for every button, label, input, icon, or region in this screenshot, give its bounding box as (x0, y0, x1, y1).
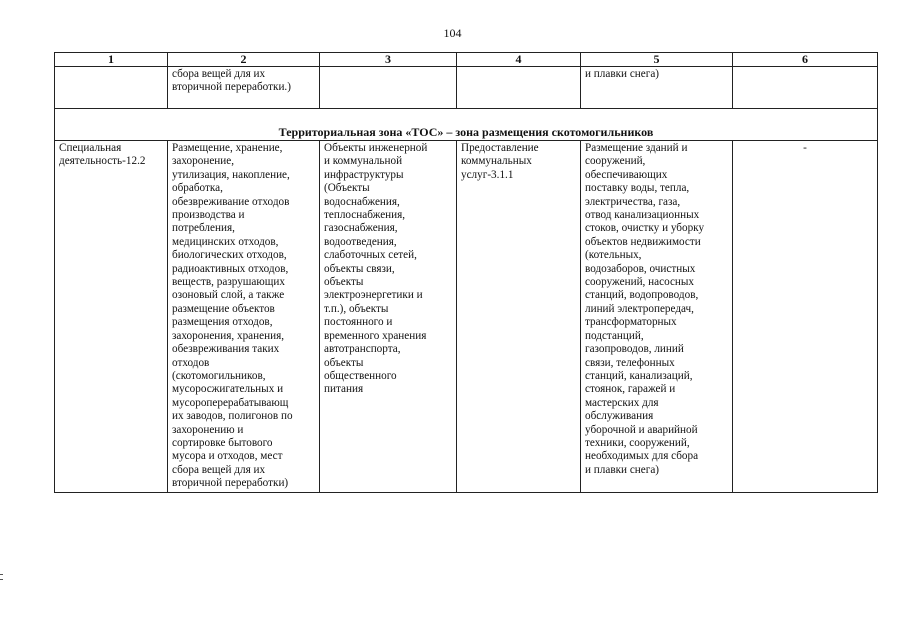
continued-cell-2: сбора вещей для их вторичной переработки.) (168, 67, 320, 109)
column-header-5: 5 (581, 53, 733, 67)
zoning-table (54, 52, 878, 493)
margin-mark (0, 579, 3, 580)
column-header-4: 4 (457, 53, 581, 67)
zone-title-row (55, 109, 878, 141)
auxiliary-description-cell: Размещение зданий и сооружений, обеспечивающих поставку воды, тепла, электричества, газа, отвод канализационных стоков, очистку и уборку объектов недвижимости (котельных, водозаборов, очистных сооружений, насосных станций, водопроводов, линий электропередач, трансформаторных подстанций, газопроводов, линий связи, телефонных станций, канализаций, стоянок, гаражей и мастерских для обслуживания уборочной и аварийной техники, сооружений, необходимых для сбора и плавки снега) (581, 141, 733, 493)
activity-type-cell: Специальная деятельность-12.2 (55, 141, 168, 493)
column-header-2: 2 (168, 53, 320, 67)
continued-cell-6 (733, 67, 878, 109)
continued-cell-4 (457, 67, 581, 109)
allowed-objects-cell: Объекты инженерной и коммунальной инфраструктуры (Объекты водоснабжения, теплоснабжения, газоснабжения, водоотведения, слаботочных сетей, объекты связи, объекты электроэнергетики и т.п.), объекты постоянного и временного хранения автотранспорта, объекты общественного питания (320, 141, 457, 493)
column-header-1: 1 (55, 53, 168, 67)
continued-cell-1 (55, 67, 168, 109)
continued-row (55, 67, 878, 109)
column-header-6: 6 (733, 53, 878, 67)
auxiliary-use-cell: Предоставление коммунальных услуг-3.1.1 (457, 141, 581, 493)
notes-cell: - (733, 141, 878, 493)
page-number: 104 (443, 26, 462, 40)
zone-title: Территориальная зона «ТОС» – зона размещения скотомогильников (55, 109, 878, 141)
margin-mark (0, 574, 3, 575)
activity-description-cell: Размещение, хранение, захоронение, утилизация, накопление, обработка, обезвреживание отходов производства и потребления, медицинских отходов, биологических отходов, радиоактивных отходов, веществ, разрушающих озоновый слой, а также размещение объектов размещения отходов, захоронения, хранения, обезвреживания таких отходов (скотомогильников, мусоросжигательных и мусороперерабатывающ их заводов, полигонов по захоронению и сортировке бытового мусора и отходов, мест сбора вещей для их вторичной переработки) (168, 141, 320, 493)
continued-cell-5: и плавки снега) (581, 67, 733, 109)
header-row (55, 53, 878, 67)
continued-cell-3 (320, 67, 457, 109)
column-header-3: 3 (320, 53, 457, 67)
table-row (55, 141, 878, 493)
